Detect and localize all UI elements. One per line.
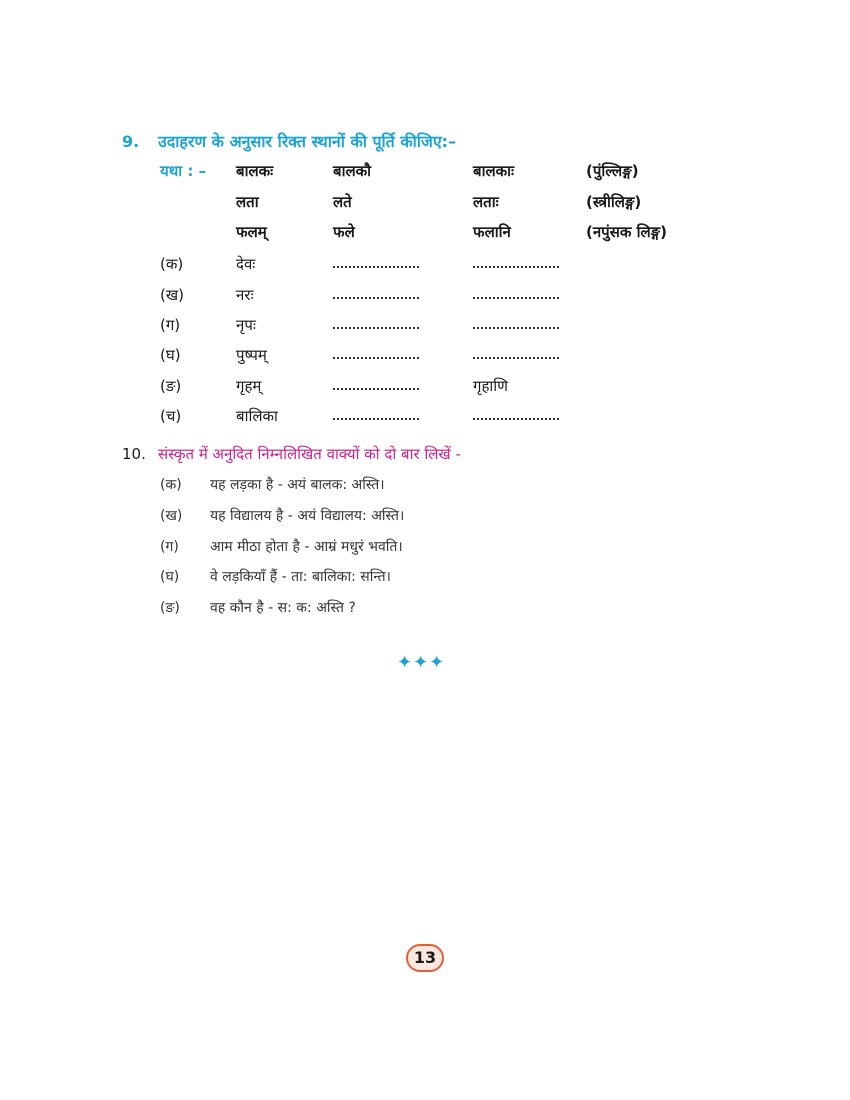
sentence-text: वे लड़कियाँ हैं - ता: बालिका: सन्ति। <box>210 569 391 585</box>
example-dual: लते <box>333 193 352 211</box>
example-row <box>0 192 850 216</box>
example-plural: लताः <box>473 193 499 211</box>
example-row <box>0 161 850 185</box>
blank-plural[interactable] <box>473 406 559 424</box>
item-word: बालिका <box>236 407 278 425</box>
divider-ornament-icon: ✦✦✦ <box>397 652 446 673</box>
blank-dual[interactable] <box>333 376 419 394</box>
example-singular: लता <box>236 193 259 211</box>
exercise-row <box>0 254 850 278</box>
example-dual: फले <box>333 223 355 241</box>
sentence-text: वह कौन है - स: क: अस्ति ? <box>210 600 356 616</box>
example-plural: बालकाः <box>473 162 515 180</box>
question-9-heading <box>122 130 456 152</box>
blank-dual[interactable] <box>333 406 419 424</box>
answer-plural: गृहाणि <box>473 377 509 395</box>
blank-dual[interactable] <box>333 345 419 363</box>
example-singular: फलम् <box>236 223 267 241</box>
example-gender: (पुंल्लिङ्ग) <box>586 162 639 180</box>
sentence-text: यह विद्यालय है - अयं विद्यालय: अस्ति। <box>210 508 405 524</box>
question-10-number: 10. <box>122 445 146 463</box>
sentence-item <box>160 537 403 556</box>
item-word: पुष्पम् <box>236 346 267 364</box>
sentence-label: (ङ) <box>160 600 180 616</box>
blank-plural[interactable] <box>473 345 559 363</box>
item-label: (घ) <box>160 346 181 364</box>
page-number: 13 <box>406 944 444 972</box>
item-word: नृपः <box>236 316 256 334</box>
example-label: यथा : – <box>160 162 207 180</box>
sentence-item <box>160 567 391 586</box>
exercise-row <box>0 406 850 430</box>
exercise-row <box>0 285 850 309</box>
blank-plural[interactable] <box>473 315 559 333</box>
exercise-row <box>0 315 850 339</box>
sentence-label: (घ) <box>160 569 180 585</box>
item-word: गृहम् <box>236 377 262 395</box>
item-word: नरः <box>236 286 254 304</box>
item-word: देवः <box>236 255 256 273</box>
example-plural: फलानि <box>473 223 511 241</box>
example-gender: (स्त्रीलिङ्ग) <box>586 193 642 211</box>
question-10-title: संस्कृत में अनुदित निम्नलिखित वाक्यों को दो बार लिखें - <box>158 445 461 463</box>
example-row <box>0 222 850 246</box>
item-label: (च) <box>160 407 182 425</box>
sentence-item <box>160 506 404 525</box>
blank-dual[interactable] <box>333 315 419 333</box>
item-label: (ङ) <box>160 377 182 395</box>
sentence-label: (क) <box>160 477 182 493</box>
blank-plural[interactable] <box>473 285 559 303</box>
sentence-label: (ख) <box>160 508 183 524</box>
question-10-heading <box>122 444 461 464</box>
sentence-item <box>160 598 356 617</box>
sentence-label: (ग) <box>160 539 179 555</box>
sentence-item <box>160 475 385 494</box>
item-label: (ख) <box>160 286 184 304</box>
exercise-row <box>0 376 850 400</box>
question-9-number: 9. <box>122 132 140 151</box>
example-gender: (नपुंसक लिङ्ग) <box>586 223 667 241</box>
blank-dual[interactable] <box>333 285 419 303</box>
example-dual: बालकौ <box>333 162 372 180</box>
question-9-title: उदाहरण के अनुसार रिक्त स्थानों की पूर्ति कीजिए:– <box>158 132 457 151</box>
sentence-text: आम मीठा होता है - आम्रं मधुरं भवति। <box>210 539 403 555</box>
item-label: (क) <box>160 255 184 273</box>
blank-dual[interactable] <box>333 254 419 272</box>
blank-plural[interactable] <box>473 254 559 272</box>
item-label: (ग) <box>160 316 181 334</box>
sentence-text: यह लड़का है - अयं बालक: अस्ति। <box>210 477 385 493</box>
exercise-row <box>0 345 850 369</box>
example-singular: बालकः <box>236 162 274 180</box>
